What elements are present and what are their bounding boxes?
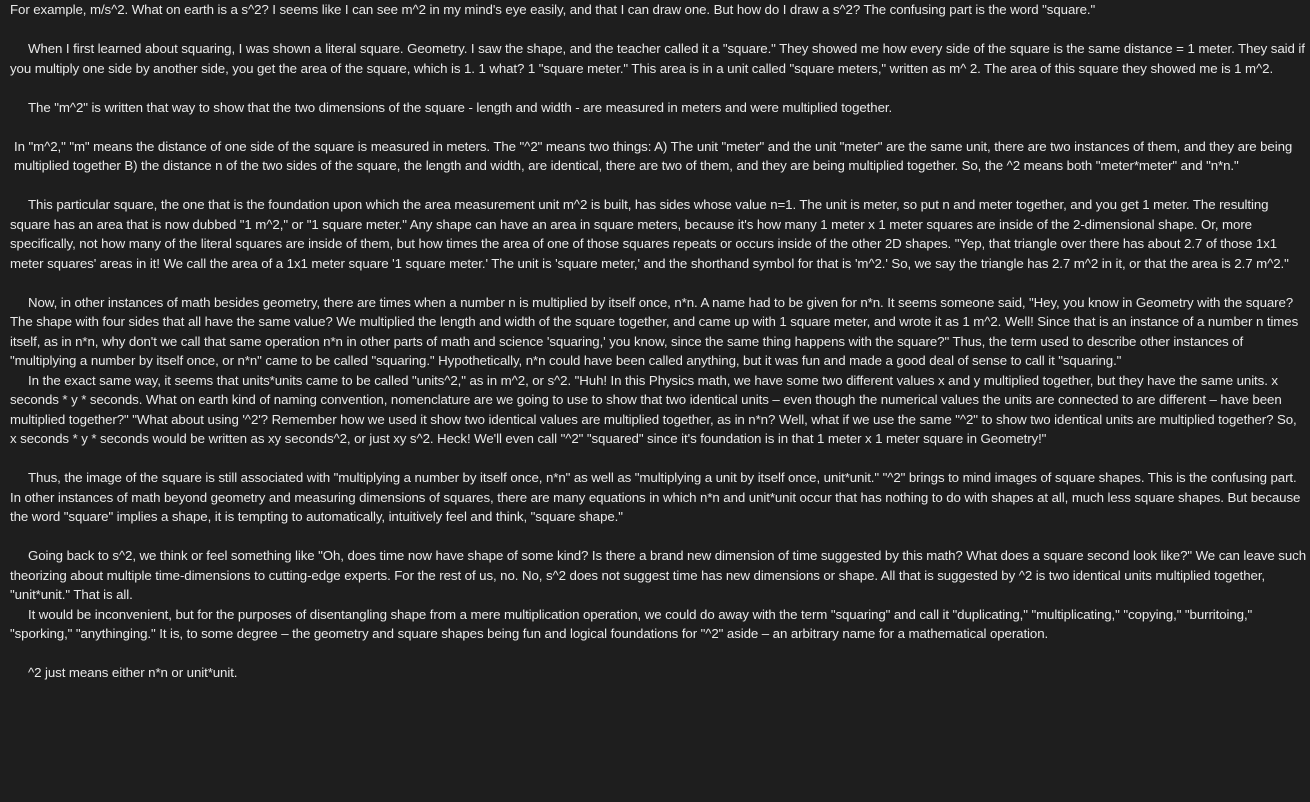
paragraph-conclusion: ^2 just means either n*n or unit*unit.	[28, 665, 238, 680]
paragraph-going-back: Going back to s^2, we think or feel something like "Oh, does time now have shape of some kind? Is there a brand new dimension of time suggested by this math? What does a square second look like?" We can leave such theorizing about multiple time-dimensions to cutting-edge experts. For the rest of us, no. No, s^2 does not suggest time has new dimensions or shape. All that is suggested by ^2 is two identical units multiplied together, "unit*unit." That is all.	[10, 548, 1306, 602]
paragraph-inconvenient: It would be inconvenient, but for the purposes of disentangling shape from a mere multiplication operation, we could do away with the term "squaring" and call it "duplicating," "multiplicating," "copying," "burritoing," "sporking," "anythinging." It is, to some degree – the geometry and square shapes being fun and logical foundations for "^2" aside – an arbitrary name for a mathematical operation.	[10, 606, 1253, 641]
paragraph-intro: For example, m/s^2. What on earth is a s^2? I seems like I can see m^2 in my mind's eye easily, and that I can draw one. But how do I draw a s^2? The confusing part is the word "square."	[10, 2, 1096, 17]
paragraph-gap	[10, 273, 1306, 293]
paragraph-foundation-square: This particular square, the one that is the foundation upon which the area measurement unit m^2 is built, has sides whose value n=1. The unit is meter, so put n and meter together, and you get 1 meter. The resulting square has an area that is now dubbed "1 m^2," or "1 square meter." Any shape can have an area in square meters, because it's how many 1 meter x 1 meter squares are inside of the 2-dimensional shape. Or, more specifically, not how many of the literal squares are inside of them, but how times the area of one of those squares repeats or occurs inside of the other 2D shapes. "Yep, that triangle over there has about 2.7 of those 1x1 meter squares' areas in it! We call the area of a 1x1 meter square '1 square meter.' The unit is 'square meter,' and the shorthand symbol for that is 'm^2.' So, we say the triangle has 2.7 m^2 in it, or that the area is 2.7 m^2."	[10, 197, 1289, 271]
paragraph-gap	[10, 644, 1306, 664]
paragraph-other-instances: Now, in other instances of math besides geometry, there are times when a number n is multiplied by itself once, n*n. A name had to be given for n*n. It seems someone said, "Hey, you know in Geometry with the square? The shape with four sides that all have the same value? We multiplied the length and width of the square together, and came up with 1 square meter, and wrote it as 1 m^2. Well! Since that is an instance of a number n times itself, as in n*n, why don't we call that same operation n*n in other parts of math and science 'squaring,' you know, since the same thing happens with the square?" Thus, the term used to describe other instances of "multiplying a number by itself once, or n*n" came to be called "squaring." Hypothetically, n*n could have been called anything, but it was fun and made a good deal of sense to call it "squaring."	[10, 294, 1299, 368]
paragraph-gap	[10, 449, 1306, 469]
paragraph-gap	[10, 176, 1306, 196]
paragraph-confusing-part: Thus, the image of the square is still associated with "multiplying a number by itself once, n*n" as well as "multiplying a unit by itself once, unit*unit." "^2" brings to mind images of square shapes. This is the confusing part. In other instances of math beyond geometry and measuring dimensions of squares, there are many equations in which n*n and unit*unit occur that has nothing to do with shapes at all, much less square shapes. But because the word "square" implies a shape, it is tempting to automatically, intuitively feel and think, "square shape."	[10, 470, 1301, 524]
paragraph-m2-written: The "m^2" is written that way to show that the two dimensions of the square - length and width - are measured in meters and were multiplied together.	[28, 99, 893, 115]
paragraph-gap	[10, 117, 1306, 137]
paragraph-gap	[10, 78, 1306, 98]
paragraph-first-learned: When I first learned about squaring, I was shown a literal square. Geometry. I saw the shape, and the teacher called it a "square." They showed me how every side of the square is the same distance = 1 meter. They said if you multiply one side by another side, you get the area of the square, which is 1. 1 what? 1 "square meter." This area is in a unit called "square meters," written as m^ 2. The area of this square they showed me is 1 m^2.	[10, 41, 1305, 76]
paragraph-gap	[10, 20, 1306, 40]
paragraph-m2-meaning: In "m^2," "m" means the distance of one side of the square is measured in meters. The "^2" means two things: A) The unit "meter" and the unit "meter" are the same unit, there are two instances of them, and they are being multiplied together B) the distance n of the two sides of the square, the length and width, are identical, there are two of them, and they are being multiplied together. So, the ^2 means both "meter*meter" and "n*n."	[14, 138, 1293, 173]
paragraph-units-squared: In the exact same way, it seems that units*units came to be called "units^2," as in m^2, or s^2. "Huh! In this Physics math, we have some two different values x and y multiplied together, but they have the same units. x seconds * y * seconds. What on earth kind of naming convention, nomenclature are we going to use to show that two identical units – even though the numerical values the units are connected to are different – have been multiplied together?" "What about using '^2'? Remember how we used it show two identical values are multiplied together, as in n*n? Well, what if we use the same "^2" to show two identical units are multiplied together? So, x seconds * y * seconds would be written as xy seconds^2, or just xy s^2. Heck! We'll even call "^2" "squared" since it's foundation is in that 1 meter x 1 meter square in Geometry!"	[10, 372, 1297, 446]
paragraph-gap	[10, 527, 1306, 547]
